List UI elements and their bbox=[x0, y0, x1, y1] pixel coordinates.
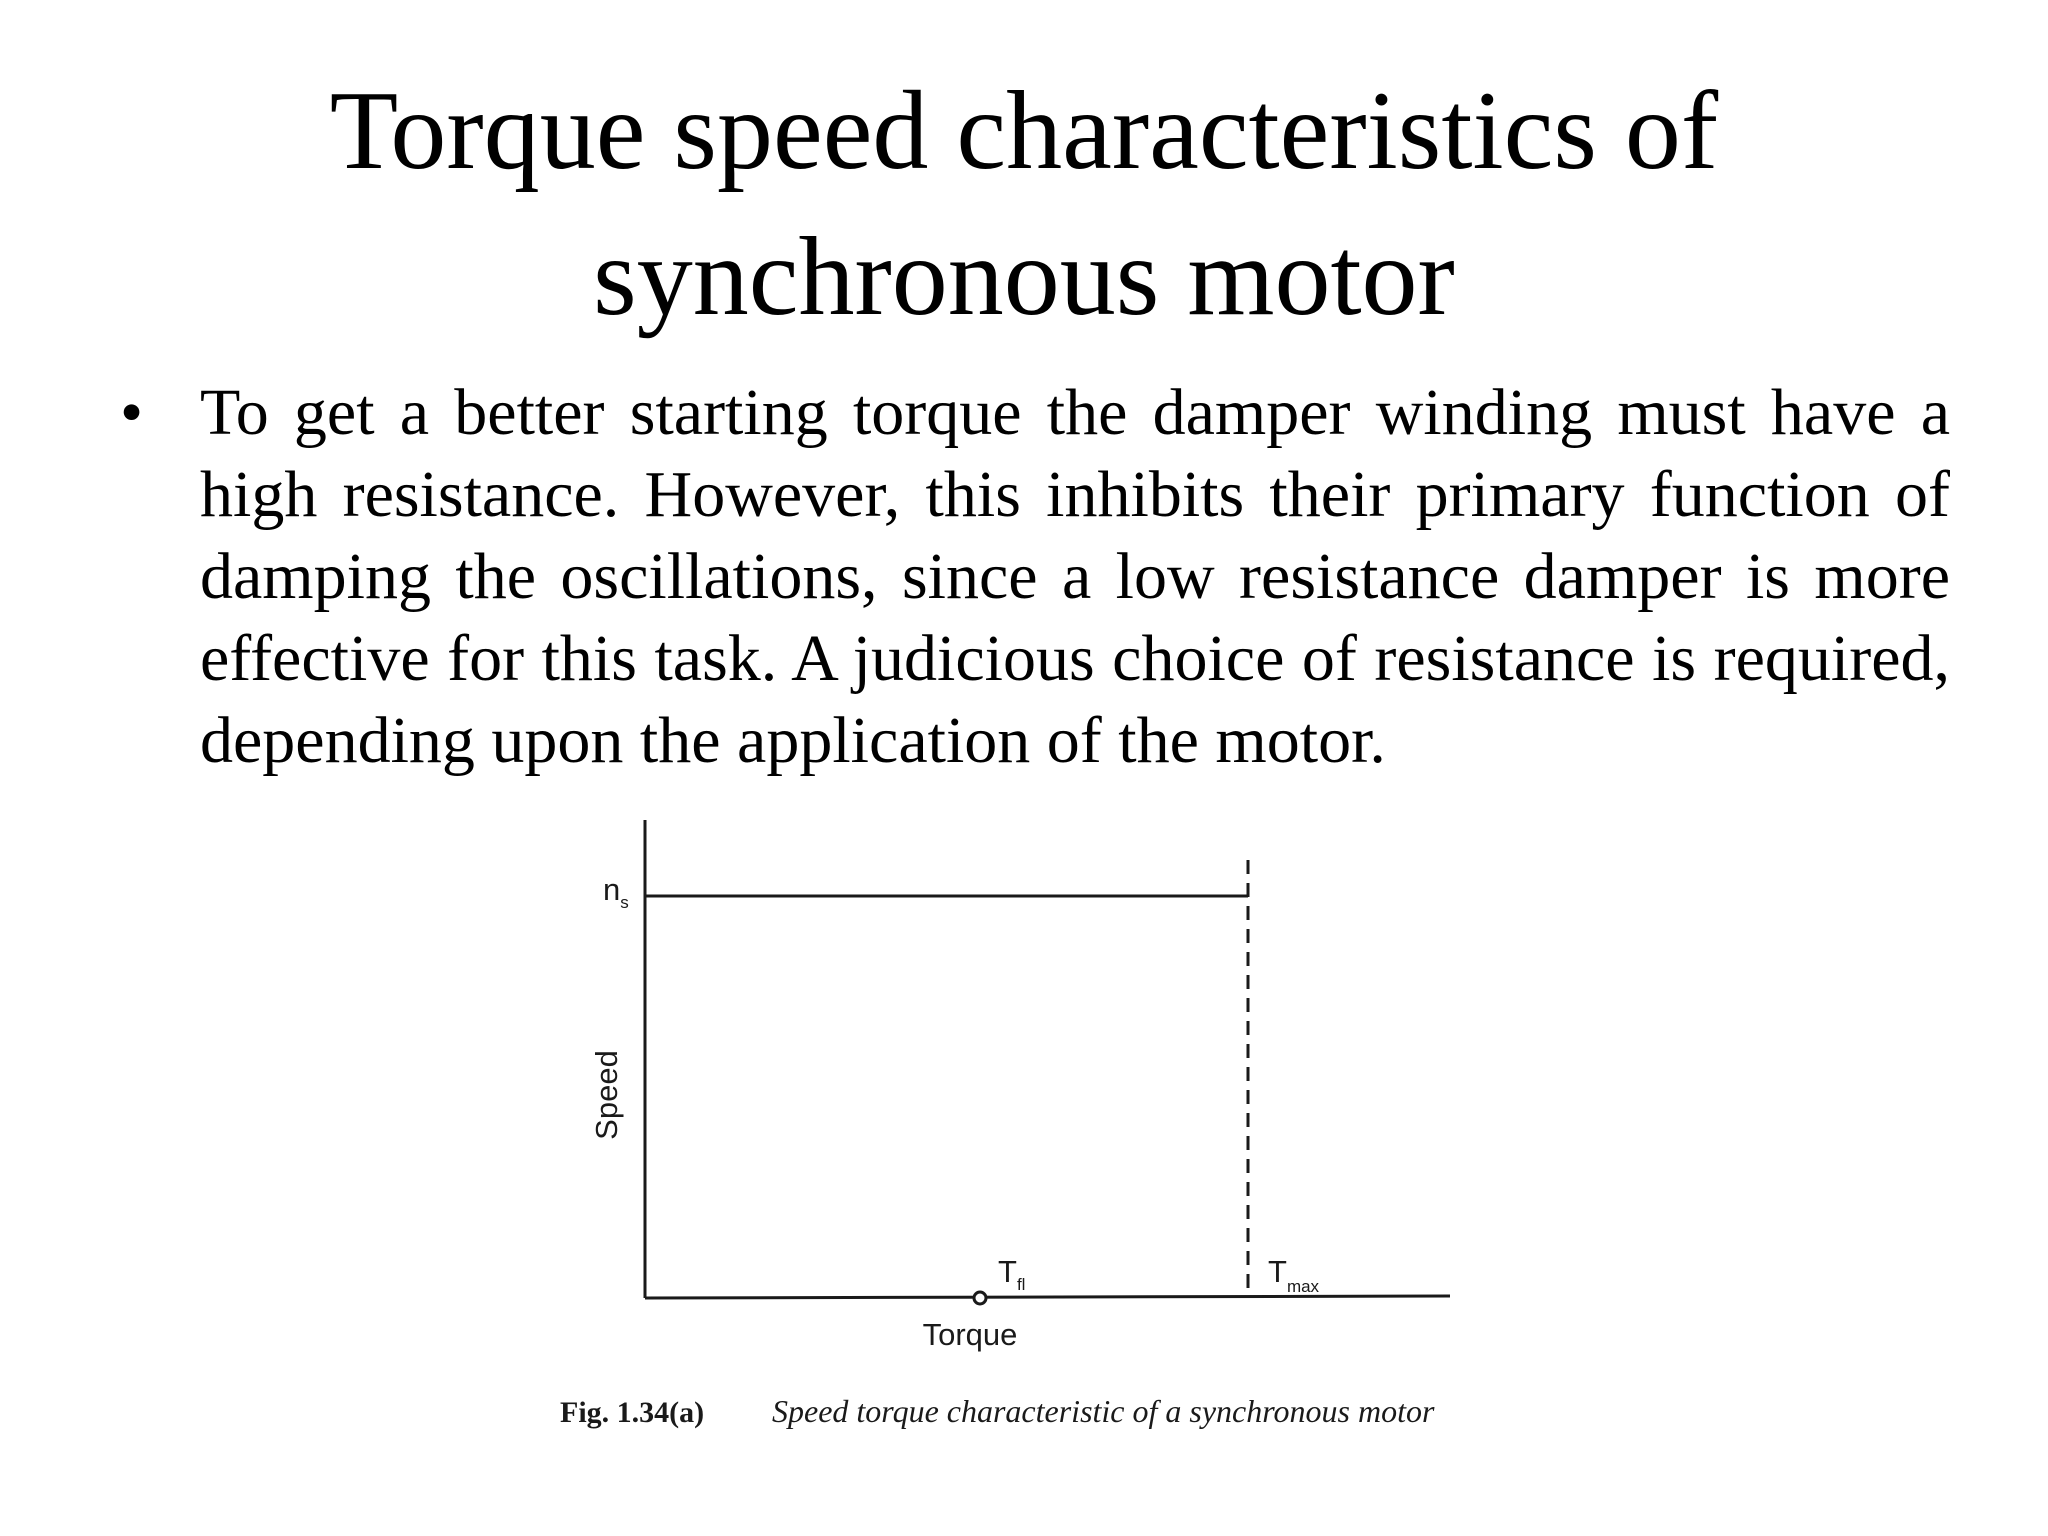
bullet-marker: • bbox=[120, 376, 144, 449]
slide-title-line-2: synchronous motor bbox=[593, 215, 1455, 339]
torque-axis bbox=[645, 1296, 1450, 1298]
tfl-label bbox=[998, 1254, 1025, 1294]
figure-caption-text: Speed torque characteristic of a synchronous motor bbox=[772, 1393, 1435, 1429]
speed-torque-diagram bbox=[540, 810, 1550, 1450]
ns-label bbox=[603, 872, 629, 912]
slide-title bbox=[0, 58, 2048, 350]
slide-title-line-1: Torque speed characteristics of bbox=[329, 69, 1719, 193]
tmax-label-sub: max bbox=[1286, 1277, 1320, 1296]
ns-label-main: n bbox=[603, 872, 621, 907]
ns-label-sub: s bbox=[620, 893, 629, 912]
tfl-label-main: T bbox=[998, 1254, 1017, 1289]
bullet-text: To get a better starting torque the damper winding must have a high resistance. However, this inhibits their primary function of damping the oscillations, since a low resistance damper is more effective for this task. A judicious choice of resistance is required, depending upon the application of the motor. bbox=[200, 376, 1950, 777]
x-axis-label: Torque bbox=[922, 1317, 1018, 1352]
figure-caption-number: Fig. 1.34(a) bbox=[560, 1396, 705, 1429]
tmax-label-main: T bbox=[1268, 1254, 1287, 1289]
tfl-marker bbox=[974, 1292, 986, 1304]
y-axis-label: Speed bbox=[589, 1050, 624, 1140]
tmax-label bbox=[1268, 1254, 1320, 1296]
tfl-label-sub: fl bbox=[1016, 1275, 1026, 1294]
